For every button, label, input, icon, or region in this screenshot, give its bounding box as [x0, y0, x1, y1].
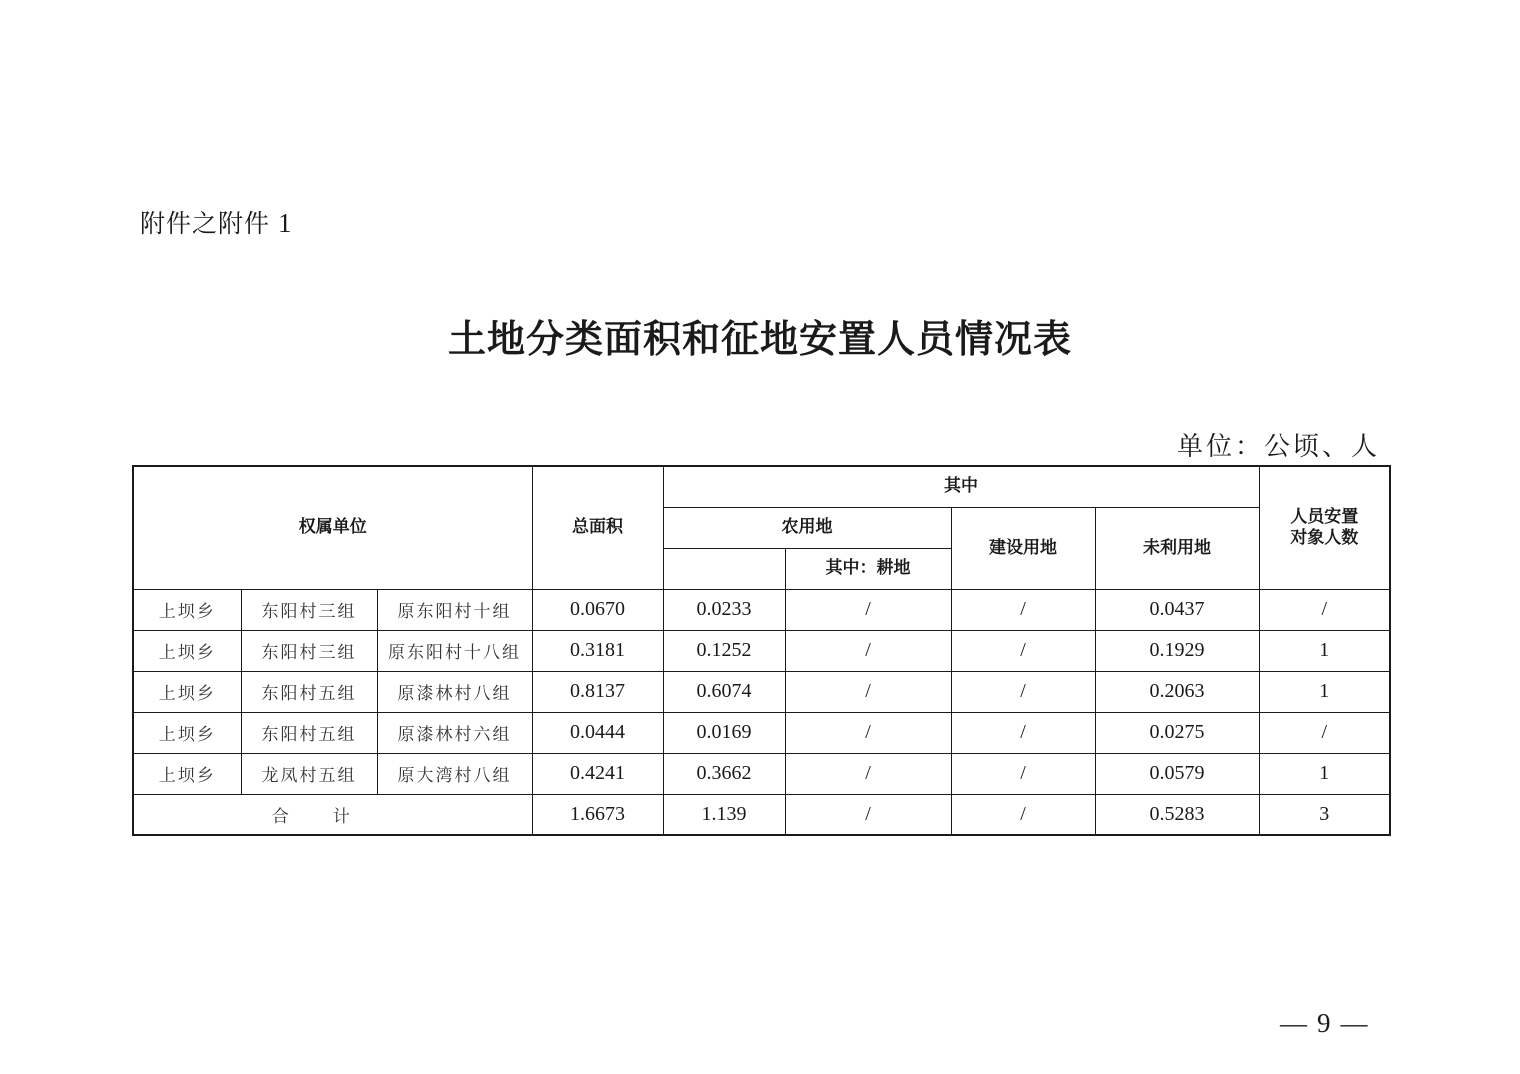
- table-row: [133, 630, 1390, 671]
- header-owner: 权属单位: [133, 466, 532, 589]
- total-unused: 0.5283: [1095, 794, 1259, 835]
- total-construction: /: [951, 794, 1095, 835]
- cell-unused: 0.1929: [1095, 630, 1259, 671]
- cell-unused: 0.0437: [1095, 589, 1259, 630]
- header-resettled-line2: 对象人数: [1290, 527, 1359, 548]
- cell-unused: 0.2063: [1095, 671, 1259, 712]
- cell-total-area: 0.0444: [532, 712, 663, 753]
- page-number-value: 9: [1317, 1008, 1331, 1038]
- cell-unused: 0.0579: [1095, 753, 1259, 794]
- cell-construction: /: [951, 589, 1095, 630]
- header-cultivated: 其中：耕地: [785, 548, 951, 589]
- table-row: [133, 671, 1390, 712]
- cell-resettled: 1: [1259, 671, 1390, 712]
- page-dash-right: —: [1340, 1008, 1368, 1038]
- document-title: 土地分类面积和征地安置人员情况表: [447, 316, 1072, 361]
- table-row: [133, 712, 1390, 753]
- cell-former-village: 原东阳村十组: [377, 589, 532, 630]
- cell-village: 东阳村三组: [241, 589, 377, 630]
- header-resettled-line1: 人员安置: [1290, 506, 1359, 527]
- cell-cultivated: /: [785, 630, 951, 671]
- header-agricultural: 农用地: [663, 507, 951, 548]
- cell-resettled: 1: [1259, 630, 1390, 671]
- header-unused: 未利用地: [1095, 507, 1259, 589]
- cell-construction: /: [951, 753, 1095, 794]
- total-row: [133, 794, 1390, 835]
- header-resettled: [1259, 466, 1390, 589]
- cell-former-village: 原大湾村八组: [377, 753, 532, 794]
- cell-cultivated: /: [785, 753, 951, 794]
- header-of-which: 其中: [663, 466, 1259, 507]
- attachment-label-text: 附件之附件: [140, 209, 271, 238]
- cell-village: 东阳村三组: [241, 630, 377, 671]
- cell-agricultural: 0.0233: [663, 589, 785, 630]
- unit-note: 单位：公顷、人: [1176, 432, 1380, 462]
- table-row: [133, 753, 1390, 794]
- cell-township: 上坝乡: [133, 712, 241, 753]
- cell-resettled: /: [1259, 712, 1390, 753]
- cell-construction: /: [951, 712, 1095, 753]
- table-row: [133, 589, 1390, 630]
- total-area: 1.6673: [532, 794, 663, 835]
- cell-construction: /: [951, 630, 1095, 671]
- cell-unused: 0.0275: [1095, 712, 1259, 753]
- cell-agricultural: 0.3662: [663, 753, 785, 794]
- cell-township: 上坝乡: [133, 753, 241, 794]
- cell-resettled: /: [1259, 589, 1390, 630]
- cell-village: 东阳村五组: [241, 671, 377, 712]
- cell-former-village: 原漆林村八组: [377, 671, 532, 712]
- total-label: 合计: [133, 794, 532, 835]
- page-dash-left: —: [1280, 1008, 1307, 1038]
- cell-township: 上坝乡: [133, 671, 241, 712]
- total-cultivated: /: [785, 794, 951, 835]
- cell-former-village: 原漆林村六组: [377, 712, 532, 753]
- cell-total-area: 0.4241: [532, 753, 663, 794]
- cell-total-area: 0.0670: [532, 589, 663, 630]
- cell-total-area: 0.3181: [532, 630, 663, 671]
- cell-resettled: 1: [1259, 753, 1390, 794]
- cell-cultivated: /: [785, 671, 951, 712]
- page-number: [1270, 1008, 1378, 1039]
- cell-agricultural: 0.0169: [663, 712, 785, 753]
- cell-cultivated: /: [785, 589, 951, 630]
- attachment-number: 1: [278, 208, 293, 238]
- total-resettled: 3: [1259, 794, 1390, 835]
- cell-cultivated: /: [785, 712, 951, 753]
- attachment-label: [140, 204, 293, 240]
- header-total-area: 总面积: [532, 466, 663, 589]
- header-construction: 建设用地: [951, 507, 1095, 589]
- cell-township: 上坝乡: [133, 589, 241, 630]
- header-agricultural-total: [663, 548, 785, 589]
- cell-agricultural: 0.1252: [663, 630, 785, 671]
- land-classification-table: [132, 465, 1391, 836]
- cell-construction: /: [951, 671, 1095, 712]
- cell-township: 上坝乡: [133, 630, 241, 671]
- cell-total-area: 0.8137: [532, 671, 663, 712]
- cell-agricultural: 0.6074: [663, 671, 785, 712]
- total-agricultural: 1.139: [663, 794, 785, 835]
- cell-former-village: 原东阳村十八组: [377, 630, 532, 671]
- cell-village: 龙凤村五组: [241, 753, 377, 794]
- cell-village: 东阳村五组: [241, 712, 377, 753]
